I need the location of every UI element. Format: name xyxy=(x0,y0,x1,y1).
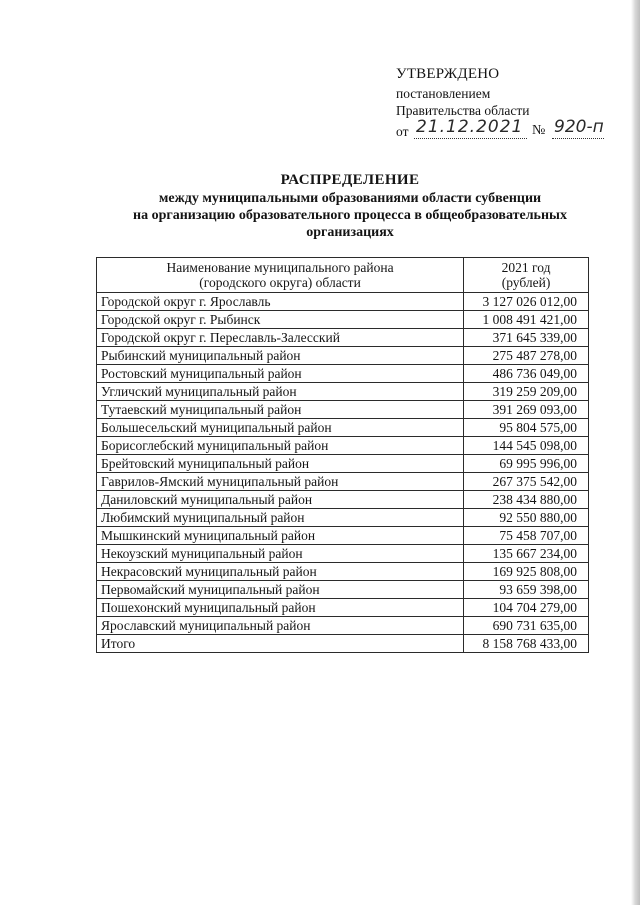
row-amount: 92 550 880,00 xyxy=(464,509,589,527)
row-name: Некрасовский муниципальный район xyxy=(97,563,464,581)
column-header-name xyxy=(97,258,464,293)
row-amount: 135 667 234,00 xyxy=(464,545,589,563)
row-name: Борисоглебский муниципальный район xyxy=(97,437,464,455)
row-name: Ярославский муниципальный район xyxy=(97,617,464,635)
title-line-1: между муниципальными образованиями области субвенции xyxy=(158,191,542,206)
number-label: № xyxy=(532,123,546,138)
row-name: Мышкинский муниципальный район xyxy=(97,527,464,545)
number-underline xyxy=(552,138,604,139)
row-amount: 371 645 339,00 xyxy=(464,329,589,347)
row-amount: 95 804 575,00 xyxy=(464,419,589,437)
row-amount: 391 269 093,00 xyxy=(464,401,589,419)
approval-date-line xyxy=(396,119,611,141)
row-name: Угличский муниципальный район xyxy=(97,383,464,401)
row-amount: 1 008 491 421,00 xyxy=(464,311,589,329)
column-header-name-line-2: (городского округа) области xyxy=(199,275,361,290)
approval-heading: УТВЕРЖДЕНО xyxy=(396,66,500,82)
table-total-row xyxy=(97,635,589,653)
total-label: Итого xyxy=(97,635,464,653)
handwritten-date: 21.12.2021 xyxy=(416,117,524,137)
table-row xyxy=(97,437,589,455)
table-row xyxy=(97,509,589,527)
table-row xyxy=(97,383,589,401)
table-row xyxy=(97,473,589,491)
row-amount: 75 458 707,00 xyxy=(464,527,589,545)
table-row xyxy=(97,365,589,383)
document-title-block xyxy=(110,170,590,241)
row-amount: 238 434 880,00 xyxy=(464,491,589,509)
title-line-2: на организацию образовательного процесса в общеобразовательных xyxy=(133,208,567,223)
row-name: Пошехонский муниципальный район xyxy=(97,599,464,617)
column-header-amount-line-2: (рублей) xyxy=(501,275,551,290)
row-amount: 319 259 209,00 xyxy=(464,383,589,401)
table-row xyxy=(97,581,589,599)
row-amount: 93 659 398,00 xyxy=(464,581,589,599)
handwritten-number: 920-п xyxy=(554,117,604,137)
table-row xyxy=(97,293,589,311)
date-underline xyxy=(414,138,527,139)
table-row xyxy=(97,527,589,545)
document-title: РАСПРЕДЕЛЕНИЕ xyxy=(280,172,420,188)
row-name: Даниловский муниципальный район xyxy=(97,491,464,509)
table-row xyxy=(97,347,589,365)
row-name: Городской округ г. Рыбинск xyxy=(97,311,464,329)
table-row xyxy=(97,311,589,329)
row-name: Ростовский муниципальный район xyxy=(97,365,464,383)
row-amount: 104 704 279,00 xyxy=(464,599,589,617)
table-row xyxy=(97,491,589,509)
table-row xyxy=(97,419,589,437)
title-line-3: организациях xyxy=(306,225,394,240)
row-name: Рыбинский муниципальный район xyxy=(97,347,464,365)
table-row xyxy=(97,599,589,617)
table-row xyxy=(97,563,589,581)
row-name: Большесельский муниципальный район xyxy=(97,419,464,437)
row-name: Городской округ г. Переславль-Залесский xyxy=(97,329,464,347)
row-name: Любимский муниципальный район xyxy=(97,509,464,527)
row-amount: 275 487 278,00 xyxy=(464,347,589,365)
approval-line-1: постановлением xyxy=(396,86,491,101)
row-name: Городской округ г. Ярославль xyxy=(97,293,464,311)
table-row xyxy=(97,455,589,473)
row-name: Гаврилов-Ямский муниципальный район xyxy=(97,473,464,491)
row-name: Некоузский муниципальный район xyxy=(97,545,464,563)
table-row xyxy=(97,545,589,563)
row-amount: 3 127 026 012,00 xyxy=(464,293,589,311)
table-row xyxy=(97,329,589,347)
column-header-name-line-1: Наименование муниципального района xyxy=(166,260,394,275)
row-amount: 169 925 808,00 xyxy=(464,563,589,581)
row-name: Брейтовский муниципальный район xyxy=(97,455,464,473)
table-row xyxy=(97,401,589,419)
column-header-amount-line-1: 2021 год xyxy=(501,260,551,275)
approval-line-2: Правительства области xyxy=(396,103,530,118)
total-amount: 8 158 768 433,00 xyxy=(464,635,589,653)
row-amount: 69 995 996,00 xyxy=(464,455,589,473)
row-amount: 690 731 635,00 xyxy=(464,617,589,635)
scan-edge-shadow xyxy=(631,0,640,905)
row-name: Первомайский муниципальный район xyxy=(97,581,464,599)
column-header-amount xyxy=(464,258,589,293)
distribution-table xyxy=(96,257,589,653)
table-row xyxy=(97,617,589,635)
row-amount: 486 736 049,00 xyxy=(464,365,589,383)
row-name: Тутаевский муниципальный район xyxy=(97,401,464,419)
row-amount: 144 545 098,00 xyxy=(464,437,589,455)
row-amount: 267 375 542,00 xyxy=(464,473,589,491)
table-header-row xyxy=(97,258,589,293)
approval-stamp-block xyxy=(396,66,611,141)
date-prefix: от xyxy=(396,124,409,139)
